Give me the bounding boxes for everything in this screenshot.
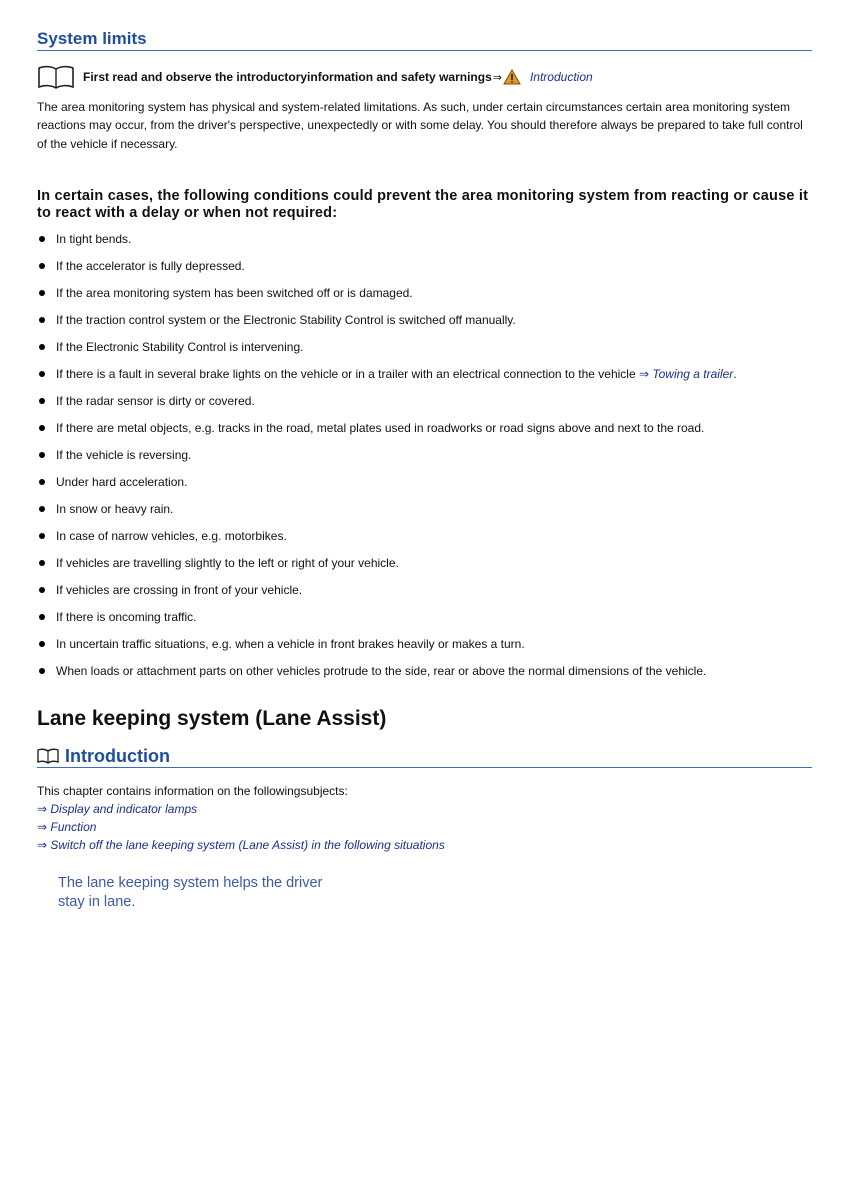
condition-item	[37, 363, 812, 390]
condition-text-suffix: .	[733, 367, 737, 381]
condition-text: If there is a fault in several brake lights on the vehicle or in a trailer with an electrical connection to the vehicle	[56, 367, 639, 381]
condition-item	[37, 606, 812, 633]
figure-caption	[58, 874, 322, 912]
condition-item	[37, 498, 812, 525]
condition-text: If there are metal objects, e.g. tracks in the road, metal plates used in roadworks or road signs above and next to the road.	[56, 421, 705, 435]
condition-item	[37, 228, 812, 255]
condition-item	[37, 471, 812, 498]
condition-text: In snow or heavy rain.	[56, 502, 174, 516]
condition-item	[37, 633, 812, 660]
bullet-dot	[39, 425, 45, 431]
condition-item	[37, 390, 812, 417]
chapter-title: Lane keeping system (Lane Assist)	[37, 707, 387, 730]
condition-text: If vehicles are travelling slightly to the left or right of your vehicle.	[56, 556, 399, 570]
bullet-dot	[39, 587, 45, 593]
safety-notice-text: First read and observe the introductoryinformation and safety warnings	[83, 70, 492, 84]
bullet-dot	[39, 614, 45, 620]
caption-line: The lane keeping system helps the driver	[58, 875, 323, 891]
condition-text: When loads or attachment parts on other vehicles protrude to the side, rear or above the normal dimensions of the vehicle.	[56, 664, 707, 678]
introduction-heading	[37, 746, 812, 768]
bullet-dot	[39, 236, 45, 242]
condition-text: In uncertain traffic situations, e.g. when a vehicle in front brakes heavily or makes a turn.	[56, 637, 525, 651]
condition-text: In tight bends.	[56, 232, 132, 246]
reference-arrow: ⇒	[492, 71, 502, 84]
intro-paragraph: The area monitoring system has physical and system-related limitations. As such, under certain circumstances certain area monitoring system reactions may occur, from the driver's perspective, unexpectedly or with some delay. You should therefore always be prepared to take full control of the vehicle if necessary.	[37, 100, 803, 151]
condition-item	[37, 525, 812, 552]
warning-triangle-icon	[503, 69, 521, 85]
condition-text: If there is oncoming traffic.	[56, 610, 197, 624]
condition-item	[37, 336, 812, 363]
bullet-dot	[39, 344, 45, 350]
bullet-dot	[39, 317, 45, 323]
bullet-dot	[39, 533, 45, 539]
book-icon	[37, 65, 75, 89]
condition-item	[37, 282, 812, 309]
bullet-dot	[39, 371, 45, 377]
book-icon	[37, 748, 59, 764]
bullet-dot	[39, 398, 45, 404]
condition-text: If the traction control system or the Electronic Stability Control is switched off manually.	[56, 313, 516, 327]
introduction-heading-text: Introduction	[65, 746, 170, 766]
condition-item	[37, 552, 812, 579]
condition-text: If the Electronic Stability Control is intervening.	[56, 340, 304, 354]
condition-text: If the vehicle is reversing.	[56, 448, 192, 462]
condition-text: If the radar sensor is dirty or covered.	[56, 394, 255, 408]
condition-item	[37, 579, 812, 606]
condition-item	[37, 660, 812, 687]
safety-notice	[37, 64, 593, 90]
bullet-dot	[39, 641, 45, 647]
condition-text: If vehicles are crossing in front of your vehicle.	[56, 583, 303, 597]
chapter-intro-text: This chapter contains information on the followingsubjects:	[37, 784, 348, 798]
link-switch-off[interactable]: ⇒ Switch off the lane keeping system (Lane Assist) in the following situations	[37, 838, 445, 852]
condition-text: If the area monitoring system has been switched off or is damaged.	[56, 286, 413, 300]
condition-text: In case of narrow vehicles, e.g. motorbikes.	[56, 529, 287, 543]
link-function[interactable]: ⇒ Function	[37, 820, 97, 834]
chapter-contents	[37, 782, 445, 854]
towing-trailer-link[interactable]: ⇒ Towing a trailer	[638, 367, 734, 381]
condition-text: If the accelerator is fully depressed.	[56, 259, 245, 273]
bullet-dot	[39, 506, 45, 512]
condition-item	[37, 255, 812, 282]
caption-line: stay in lane.	[58, 894, 136, 910]
bullet-dot	[39, 290, 45, 296]
conditions-heading: In certain cases, the following conditions could prevent the area monitoring system from reacting or cause it to react with a delay or when not required:	[37, 188, 809, 221]
bullet-dot	[39, 560, 45, 566]
condition-text: Under hard acceleration.	[56, 475, 188, 489]
introduction-link[interactable]: Introduction	[529, 70, 593, 84]
condition-item	[37, 309, 812, 336]
bullet-dot	[39, 479, 45, 485]
bullet-dot	[39, 668, 45, 674]
bullet-dot	[39, 263, 45, 269]
link-display-lamps[interactable]: ⇒ Display and indicator lamps	[37, 802, 198, 816]
condition-item	[37, 444, 812, 471]
conditions-list	[37, 228, 812, 687]
bullet-dot	[39, 452, 45, 458]
condition-item	[37, 417, 812, 444]
section-title: System limits	[37, 29, 812, 51]
